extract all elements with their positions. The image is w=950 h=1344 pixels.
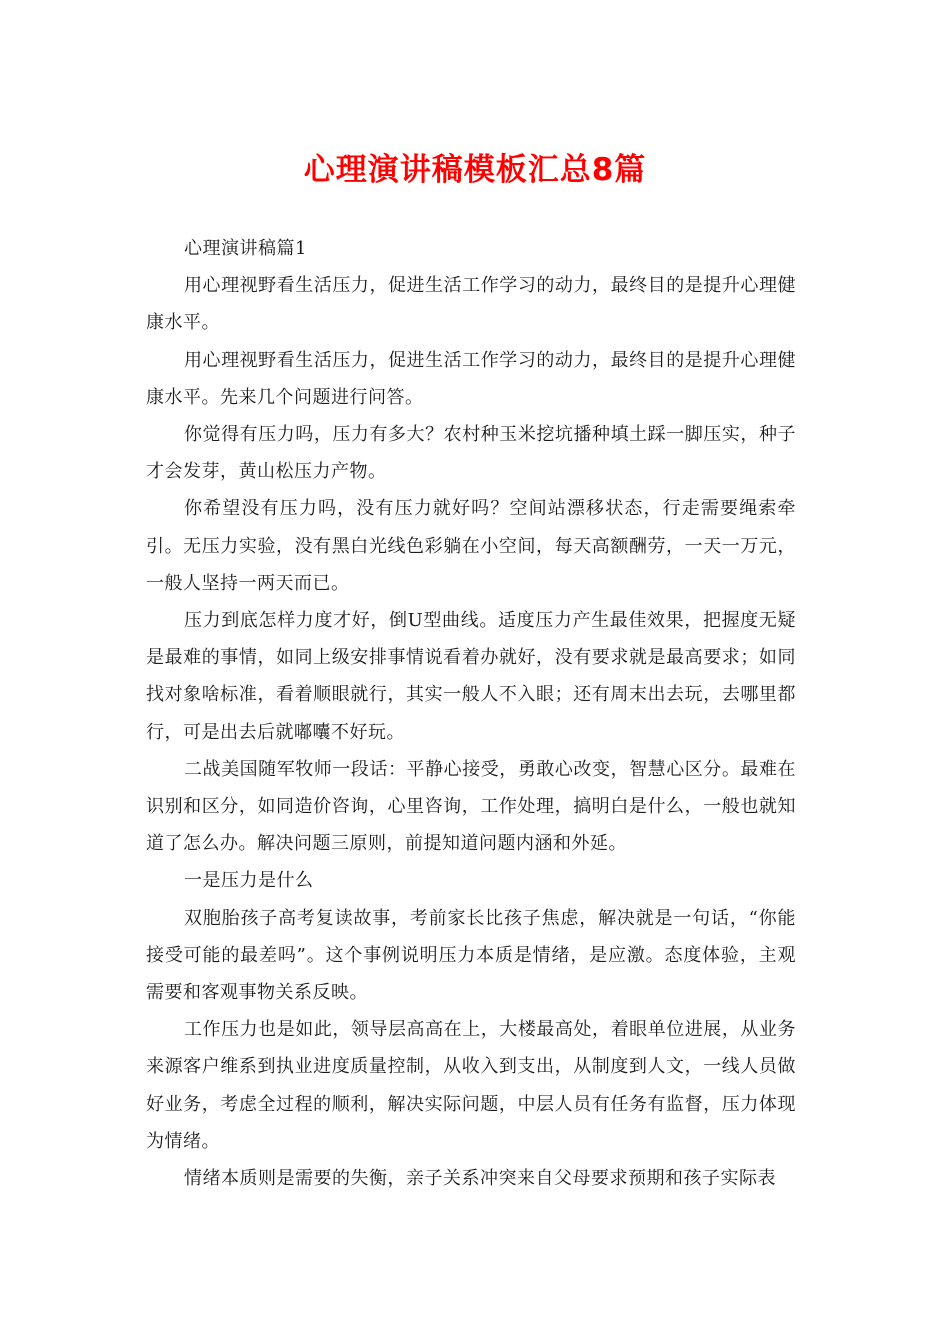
- paragraph: 二战美国随军牧师一段话：平静心接受，勇敢心改变，智慧心区分。最难在识别和区分，如同造价咨询，心里咨询，工作处理，搞明白是什么，一般也就知道了怎么办。解决问题三原则，前提知道问题内涵和外延。: [146, 758, 796, 855]
- document-body: [146, 230, 796, 1197]
- paragraph-subheading: 一是压力是什么: [184, 870, 314, 892]
- paragraph: 工作压力也是如此，领导层高高在上，大楼最高处，着眼单位进展，从业务来源客户维系到执业进度质量控制，从收入到支出，从制度到人文，一线人员做好业务，考虑全过程的顺利，解决实际问题，中层人员有任务有监督，压力体现为情绪。: [146, 1019, 796, 1152]
- paragraph: 双胞胎孩子高考复读故事，考前家长比孩子焦虑，解决就是一句话，“你能接受可能的最差吗”。这个事例说明压力本质是情绪，是应激。态度体验，主观需要和客观事物关系反映。: [146, 907, 796, 1004]
- paragraph: 你觉得有压力吗，压力有多大？农村种玉米挖坑播种填土踩一脚压实，种子才会发芽，黄山松压力产物。: [146, 424, 796, 483]
- paragraph: 压力到底怎样力度才好，倒U型曲线。适度压力产生最佳效果，把握度无疑是最难的事情，如同上级安排事情说看着办就好，没有要求就是最高要求；如同找对象啥标准，看着顺眼就行，其实一般人不入眼；还有周末出去玩，去哪里都行，可是出去后就嘟囔不好玩。: [146, 610, 796, 743]
- paragraph: 用心理视野看生活压力，促进生活工作学习的动力，最终目的是提升心理健康水平。先来几个问题进行问答。: [146, 349, 796, 408]
- paragraph: 用心理视野看生活压力，促进生活工作学习的动力，最终目的是提升心理健康水平。: [146, 275, 796, 334]
- paragraph-section-heading: 心理演讲稿篇1: [184, 238, 307, 259]
- paragraph: 情绪本质则是需要的失衡，亲子关系冲突来自父母要求预期和孩子实际表: [184, 1168, 776, 1190]
- paragraph: 你希望没有压力吗，没有压力就好吗？空间站漂移状态，行走需要绳索牵引。无压力实验，没有黑白光线色彩躺在小空间，每天高额酬劳，一天一万元，一般人坚持一两天而已。: [146, 498, 796, 594]
- document-title: 心理演讲稿模板汇总8篇: [303, 152, 647, 188]
